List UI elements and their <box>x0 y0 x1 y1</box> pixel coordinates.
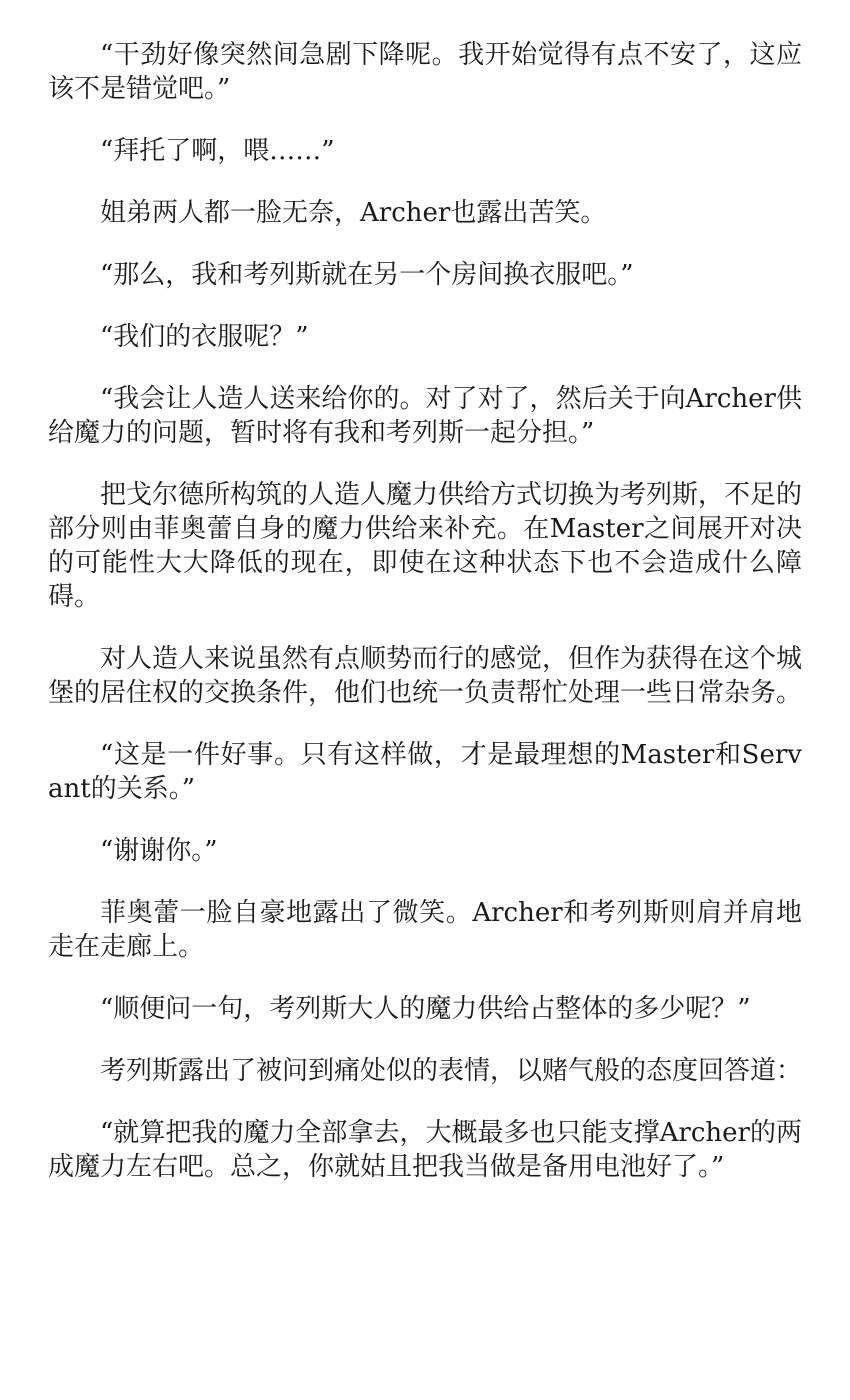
paragraph: “就算把我的魔力全部拿去，大概最多也只能支撑Archer的两成魔力左右吧。总之，你就姑且把我当做是备用电池好了。” <box>48 1118 802 1182</box>
paragraph: 对人造人来说虽然有点顺势而行的感觉，但作为获得在这个城堡的居住权的交换条件，他们也统一负责帮忙处理一些日常杂务。 <box>48 644 803 708</box>
paragraph: “顺便问一句，考列斯大人的魔力供给占整体的多少呢？” <box>100 994 751 1024</box>
paragraph: 把戈尔德所构筑的人造人魔力供给方式切换为考列斯，不足的部分则由菲奥蕾自身的魔力供给来补充。在Master之间展开对决的可能性大大降低的现在，即使在这种状态下也不会造成什么障碍。 <box>48 480 803 612</box>
paragraph: “我会让人造人送来给你的。对了对了，然后关于向Archer供给魔力的问题，暂时将有我和考列斯一起分担。” <box>48 384 802 448</box>
paragraph: “那么，我和考列斯就在另一个房间换衣服吧。” <box>100 260 634 290</box>
paragraph: 菲奥蕾一脸自豪地露出了微笑。Archer和考列斯则肩并肩地走在走廊上。 <box>48 898 802 962</box>
paragraph: “我们的衣服呢？” <box>100 322 309 352</box>
paragraph: 姐弟两人都一脸无奈，Archer也露出苦笑。 <box>100 198 607 228</box>
paragraph: “这是一件好事。只有这样做，才是最理想的Master和Servant的关系。” <box>48 740 802 804</box>
paragraph: “拜托了啊，喂……” <box>100 136 335 166</box>
paragraph: “谢谢你。” <box>100 836 218 866</box>
paragraph: 考列斯露出了被问到痛处似的表情，以赌气般的态度回答道： <box>100 1056 803 1086</box>
paragraph: “干劲好像突然间急剧下降呢。我开始觉得有点不安了，这应该不是错觉吧。” <box>48 40 802 104</box>
document-page <box>48 38 802 1212</box>
